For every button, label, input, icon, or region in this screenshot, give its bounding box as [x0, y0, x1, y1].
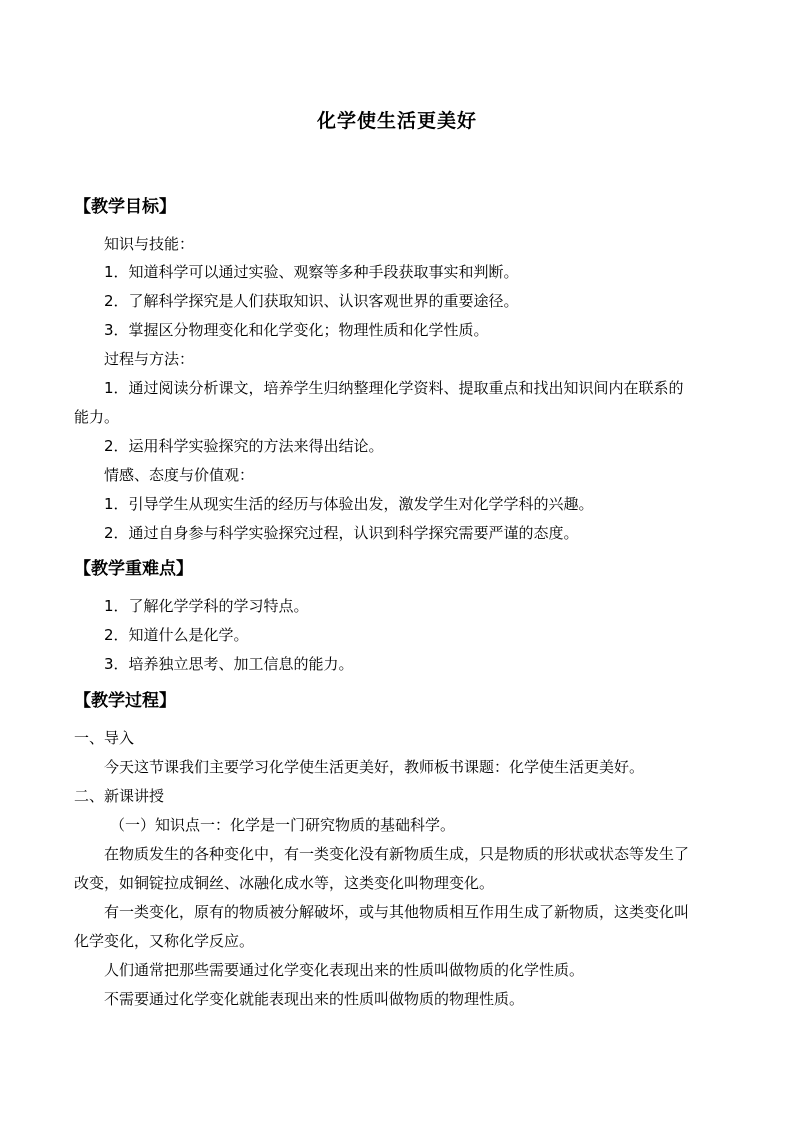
- key-point-item: 1．了解化学学科的学习特点。: [104, 597, 309, 615]
- attitude-item: 2．通过自身参与科学实验探究过程，认识到科学探究需要严谨的态度。: [104, 524, 579, 542]
- process-item: 1．通过阅读分析课文，培养学生归纳整理化学资料、提取重点和找出知识间内在联系的: [104, 379, 684, 397]
- knowledge-item: 2．了解科学探究是人们获取知识、认识客观世界的重要途径。: [104, 292, 519, 310]
- part1-text: 今天这节课我们主要学习化学使生活更美好，教师板书课题：化学使生活更美好。: [104, 758, 645, 776]
- knowledge-label: 知识与技能：: [104, 235, 195, 253]
- knowledge-item: 3．掌握区分物理变化和化学变化；物理性质和化学性质。: [104, 321, 489, 339]
- attitude-label: 情感、态度与价值观：: [104, 466, 255, 484]
- paragraph-line: 不需要通过化学变化就能表现出来的性质叫做物质的物理性质。: [104, 990, 525, 1008]
- paragraph-line: 人们通常把那些需要通过化学变化表现出来的性质叫做物质的化学性质。: [104, 961, 585, 979]
- paragraph-line: 在物质发生的各种变化中，有一类变化没有新物质生成，只是物质的形状或状态等发生了: [104, 845, 690, 863]
- key-point-item: 3．培养独立思考、加工信息的能力。: [104, 655, 354, 673]
- part2-label: 二、新课讲授: [74, 787, 165, 805]
- paragraph-line: 改变，如铜锭拉成铜丝、冰融化成水等，这类变化叫物理变化。: [74, 874, 495, 892]
- section-heading-process: 【教学过程】: [74, 691, 176, 711]
- knowledge-point-heading: （一）知识点一：化学是一门研究物质的基础科学。: [110, 816, 456, 834]
- knowledge-item: 1．知道科学可以通过实验、观察等多种手段获取事实和判断。: [104, 263, 519, 281]
- attitude-item: 1．引导学生从现实生活的经历与体验出发，激发学生对化学学科的兴趣。: [104, 495, 594, 513]
- key-point-item: 2．知道什么是化学。: [104, 626, 249, 644]
- process-label: 过程与方法：: [104, 350, 195, 368]
- paragraph-line: 有一类变化，原有的物质被分解破坏，或与其他物质相互作用生成了新物质，这类变化叫: [104, 903, 690, 921]
- process-item: 能力。: [74, 408, 120, 426]
- process-item: 2．运用科学实验探究的方法来得出结论。: [104, 437, 384, 455]
- section-heading-key-points: 【教学重难点】: [74, 559, 193, 579]
- section-heading-objectives: 【教学目标】: [74, 197, 176, 217]
- part1-label: 一、导入: [74, 729, 135, 747]
- paragraph-line: 化学变化，又称化学反应。: [74, 932, 255, 950]
- document-title: 化学使生活更美好: [316, 110, 477, 132]
